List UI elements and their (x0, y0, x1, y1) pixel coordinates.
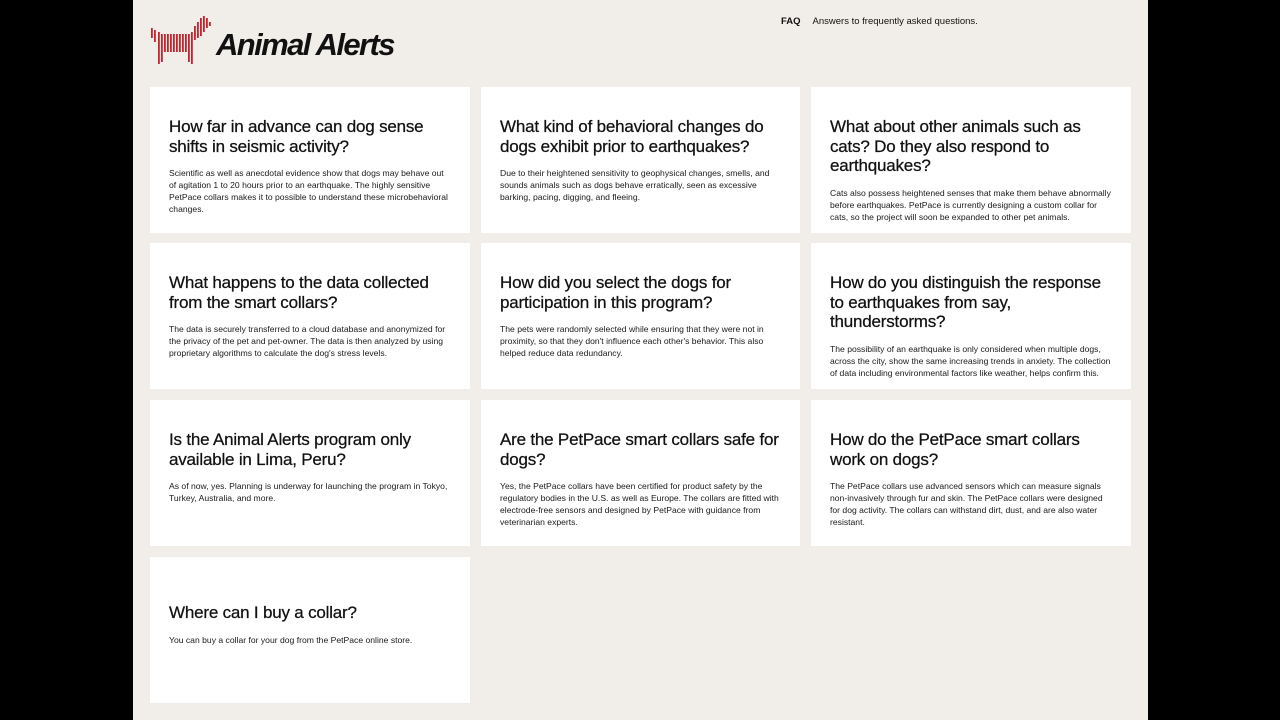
logo-stripe (194, 26, 196, 40)
faq-card (811, 243, 1131, 389)
faq-answer: The data is securely transferred to a cloud database and anonymized for the privacy of the pet and pet-owner. The data is then analyzed by using proprietary algorithms to calculate the dog's stress levels. (169, 324, 446, 359)
logo-stripe (188, 34, 190, 62)
logo-stripe (179, 34, 181, 52)
faq-page (133, 0, 1148, 720)
logo-stripe (176, 34, 178, 52)
faq-question: How do you distinguish the response to earthquakes from say, thunderstorms? (830, 273, 1101, 331)
logo-stripe (164, 34, 166, 52)
logo-stripe (170, 34, 172, 52)
faq-question: How far in advance can dog sense shifts in seismic activity? (169, 117, 424, 156)
faq-question: How do the PetPace smart collars work on dogs? (830, 430, 1080, 469)
logo-stripe (167, 34, 169, 52)
logo-stripe (197, 22, 199, 38)
faq-card (481, 400, 800, 546)
faq-answer: Yes, the PetPace collars have been certified for product safety by the regulatory bodies in the U.S. as well as Europe. The collars are fitted with electrode-free sensors and designed by PetPace with guidance from veterinarian experts. (500, 481, 779, 528)
faq-answer: Cats also possess heightened senses that make them behave abnormally before earthquakes. PetPace is currently designing a custom collar for cats, so the project will soon be expanded to other pet animals. (830, 187, 1111, 222)
logo-stripe (161, 34, 163, 62)
logo-stripe (185, 34, 187, 52)
logo-stripe (200, 18, 202, 36)
faq-answer: Due to their heightened sensitivity to geophysical changes, smells, and sounds animals such as dogs behave erratically, seen as excessive barking, pacing, digging, and fleeing. (500, 168, 770, 203)
logo-stripe (206, 18, 208, 28)
faq-answer: The PetPace collars use advanced sensors which can measure signals non-invasively through fur and skin. The PetPace collars were designed for dog activity. The collars can withstand dirt, dust, and are also water resistant. (830, 481, 1103, 528)
faq-card (150, 87, 470, 233)
faq-card (150, 400, 470, 546)
header-nav (781, 16, 978, 27)
faq-question: What kind of behavioral changes do dogs exhibit prior to earthquakes? (500, 117, 764, 156)
faq-question: What happens to the data collected from the smart collars? (169, 273, 429, 312)
logo-stripe (158, 32, 160, 64)
faq-card (150, 243, 470, 389)
logo-stripe (182, 34, 184, 52)
faq-answer: Scientific as well as anecdotal evidence show that dogs may behave out of agitation 1 to 20 hours prior to an earthquake. The highly sensitive PetPace collars makes it to possible to understand these microbehavioral changes. (169, 168, 448, 215)
logo-stripe (191, 32, 193, 64)
faq-answer: As of now, yes. Planning is underway for launching the program in Tokyo, Turkey, Australia, and more. (169, 481, 448, 504)
faq-answer: You can buy a collar for your dog from the PetPace online store. (169, 634, 413, 645)
faq-card (150, 557, 470, 703)
logo-stripe (151, 28, 153, 38)
logo-stripe (154, 30, 156, 42)
logo-stripe (209, 22, 211, 26)
faq-card (811, 87, 1131, 233)
faq-answer: The pets were randomly selected while ensuring that they were not in proximity, so that they don't influence each other's behavior. This also helped reduce data redundancy. (500, 324, 764, 359)
brand-name: Animal Alerts (216, 26, 394, 62)
faq-nav-link[interactable]: FAQ (781, 16, 801, 27)
faq-answer: The possibility of an earthquake is only considered when multiple dogs, across the city, show the same increasing trends in anxiety. The collection of data including environmental factors like weather, helps confirm this. (830, 343, 1111, 378)
faq-question: Is the Animal Alerts program only available in Lima, Peru? (169, 430, 411, 469)
dog-logo-icon (150, 16, 214, 66)
faq-nav-description: Answers to frequently asked questions. (812, 16, 978, 27)
faq-question: Where can I buy a collar? (169, 603, 357, 622)
logo-stripe (173, 34, 175, 52)
faq-question: What about other animals such as cats? Do they also respond to earthquakes? (830, 117, 1081, 175)
brand-logo[interactable] (150, 16, 394, 66)
faq-question: Are the PetPace smart collars safe for dogs? (500, 430, 779, 469)
faq-question: How did you select the dogs for participation in this program? (500, 273, 731, 312)
faq-card (481, 87, 800, 233)
faq-card (481, 243, 800, 389)
logo-stripe (203, 16, 205, 32)
faq-card (811, 400, 1131, 546)
